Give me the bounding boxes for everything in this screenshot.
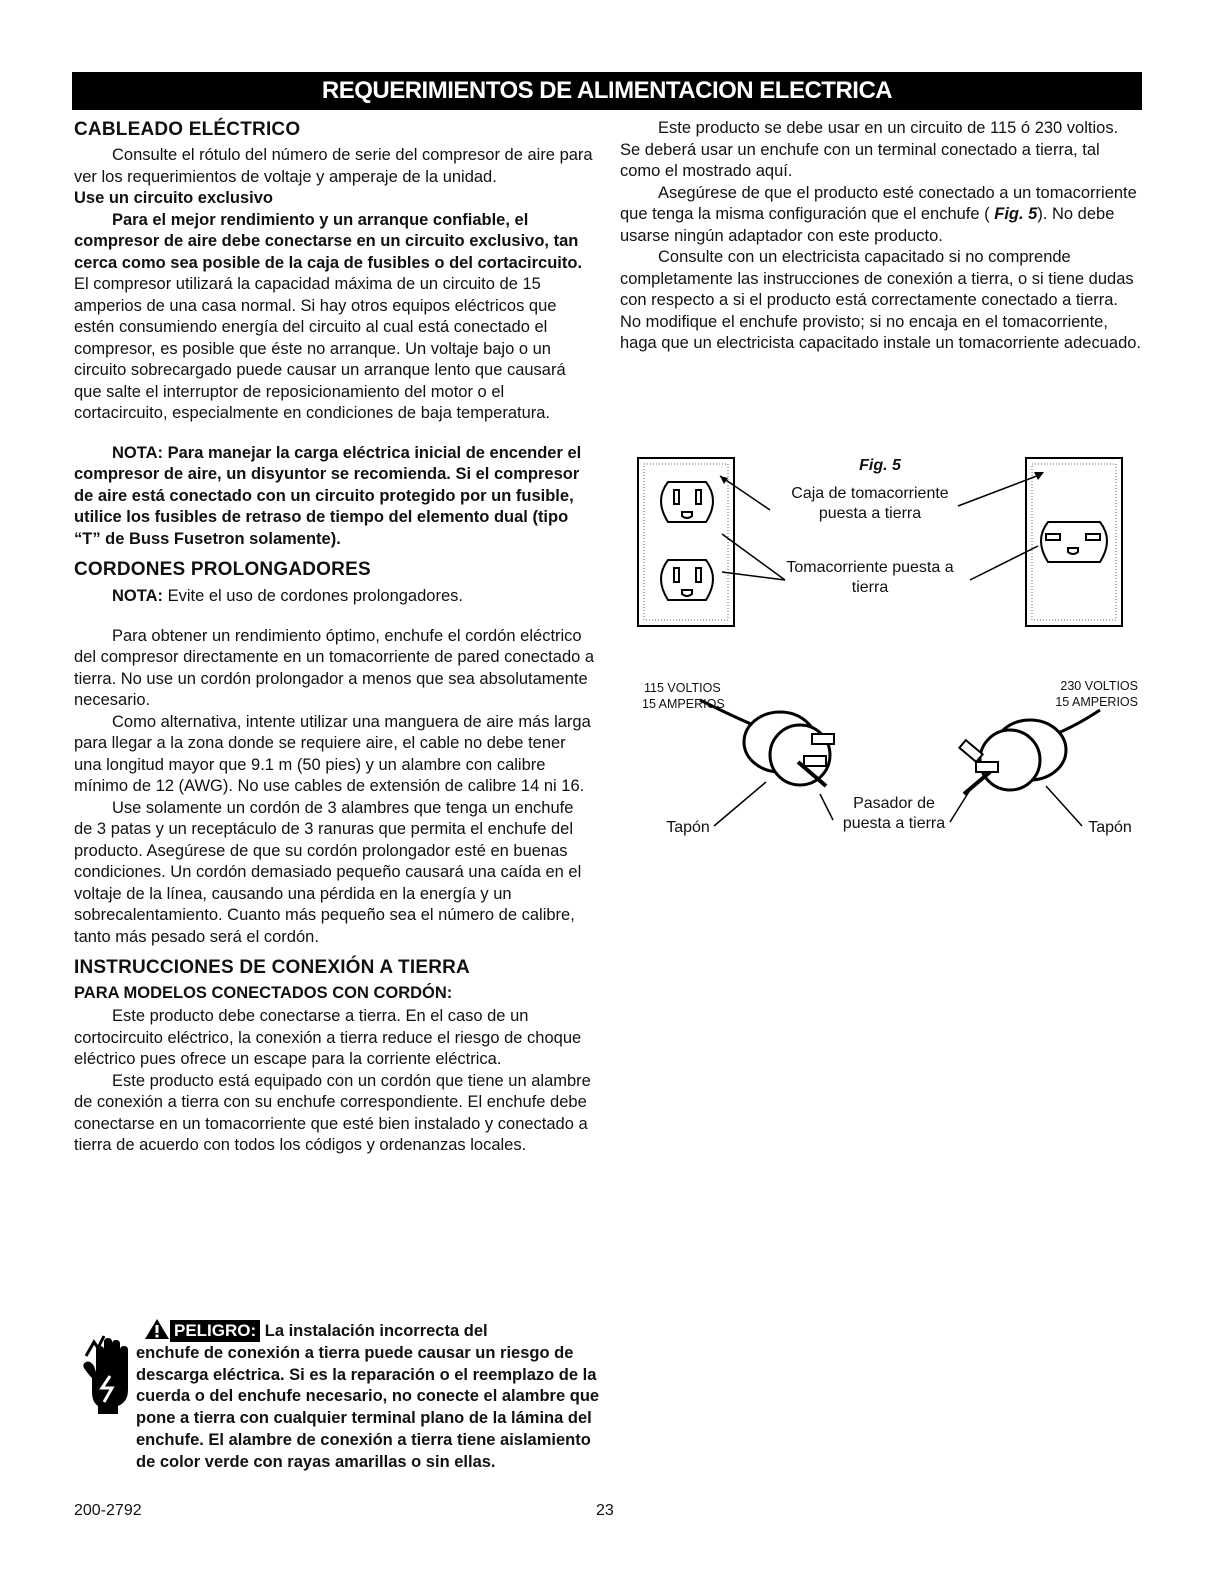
fig-ref: Fig. 5 <box>994 205 1038 223</box>
nota-cordones <box>74 586 596 608</box>
nota-text: Evite el uso de cordones prolongadores. <box>163 587 463 605</box>
label-pasador: Pasador de puesta a tierra <box>842 795 946 832</box>
para-cableado: Consulte el rótulo del número de serie del compresor de aire para ver los requerimientos de voltaje y amperaje de la unidad. <box>74 146 593 186</box>
p2-b: ). No debe usarse ningún adaptador con este producto. <box>620 205 1115 245</box>
para-right2 <box>620 183 1142 248</box>
figure-title: Fig. 5 <box>859 457 901 474</box>
heading-cableado: CABLEADO ELÉCTRICO <box>74 119 301 140</box>
left-column <box>74 118 596 1157</box>
label-tomacorriente: Tomacorriente puesta a tierra <box>786 559 954 596</box>
para-cord1: Para obtener un rendimiento óptimo, enchufe el cordón eléctrico del compresor directamente en un tomacorriente de pared conectado a tierra. No use un cordón prolongador a menos que sea absolutamente necesario. <box>74 626 595 709</box>
label-tapon-left: Tapón <box>666 819 710 836</box>
heading-cordones: CORDONES PROLONGADORES <box>74 559 371 580</box>
nota-disyuntor: NOTA: Para manejar la carga eléctrica inicial de encender el compresor de aire, un disyuntor se recomienda. Si el compresor de aire está conectado con un circuito protegido por un fusible, utilice los fusibles de retraso de tiempo del elemento dual (tipo “T” de Buss Fusetron solamente). <box>74 443 582 548</box>
para-cord2: Como alternativa, intente utilizar una manguera de aire más larga para llegar a la zona donde se requiere aire, el cable no debe tener una longitud mayor que 9.1 m (50 pies) y un alambre con calibre mínimo de 12 (AWG). No use cables de extensión de calibre 14 ni 16. <box>74 712 591 795</box>
circuito-bold: Para el mejor rendimiento y un arranque confiable, el compresor de aire debe conectarse en un circuito exclusivo, tan cerca como sea posible de la caja de fusibles o del cortacircuito. <box>74 210 583 272</box>
danger-first-line: La instalación incorrecta del <box>260 1322 488 1340</box>
label-tapon-right: Tapón <box>1088 819 1132 836</box>
para-tierra2: Este producto está equipado con un cordón que tiene un alambre de conexión a tierra con su enchufe correspondiente. El enchufe debe conectarse en un tomacorriente que esté bien instalado y conectado a tierra de acuerdo con todos los códigos y ordenanzas locales. <box>74 1071 591 1154</box>
footer-code: 200-2792 <box>74 1502 142 1519</box>
heading-tierra: INSTRUCCIONES DE CONEXIÓN A TIERRA <box>74 957 470 978</box>
outlet-plate-right <box>1026 458 1122 626</box>
label-115-amperios: 15 AMPERIOS <box>642 697 725 711</box>
subhead-modelos: PARA MODELOS CONECTADOS CON CORDÓN: <box>74 984 453 1002</box>
para-circuito <box>74 210 596 425</box>
p2-a: Asegúrese de que el producto esté conectado a un tomacorriente que tenga la misma configuración que el enchufe ( <box>620 183 1137 223</box>
plug-115v <box>700 700 834 786</box>
warning-triangle-icon <box>144 1318 170 1340</box>
plug-230v <box>959 710 1100 794</box>
danger-text: enchufe de conexión a tierra puede causar un riesgo de descarga eléctrica. Si es la reparación o el reemplazo de la cuerda o del enchufe necesario, no conecte el alambre que pone a tierra con cualquier terminal plano de la lámina del enchufe. El alambre de conexión a tierra tiene aislamiento de color verde con rayas amarillas o sin ellas. <box>136 1343 600 1471</box>
outlet-plate-left <box>638 458 734 626</box>
subhead-circuito: Use un circuito exclusivo <box>74 189 273 207</box>
label-caja: Caja de tomacorriente puesta a tierra <box>791 485 949 522</box>
circuito-rest: El compresor utilizará la capacidad máxima de un circuito de 15 amperios de una casa normal. Si hay otros equipos eléctricos que estén consumiendo energía del circuito al cual está conectado el compresor, es posible que éste no arranque. Un voltaje bajo o un circuito sobrecargado puede causar un arranque lento que causará que salte el interruptor de reposicionamiento del motor o el cortacircuito, especialmente en condiciones de baja temperatura. <box>74 275 566 422</box>
figure-5 <box>620 450 1160 870</box>
right-column <box>620 118 1142 355</box>
label-115-voltios: 115 VOLTIOS <box>644 681 721 695</box>
label-230-voltios: 230 VOLTIOS <box>1060 679 1138 693</box>
footer-page-number: 23 <box>596 1502 614 1519</box>
label-230-amperios: 15 AMPERIOS <box>1055 695 1138 709</box>
page-banner: REQUERIMIENTOS DE ALIMENTACION ELECTRICA <box>72 72 1142 110</box>
para-cord3: Use solamente un cordón de 3 alambres que tenga un enchufe de 3 patas y un receptáculo de 3 ranuras que permita el enchufe del producto. Asegúrese de que su cordón prolongador esté en buenas condiciones. Un cordón demasiado pequeño causará una caída en el voltaje de la línea, causando una pérdida en la energía y un sobrecalentamiento. Cuanto más pequeño sea el número de calibre, tanto más pesado será el cordón. <box>74 798 582 946</box>
para-right1: Este producto se debe usar en un circuito de 115 ó 230 voltios. Se deberá usar un enchufe con un terminal conectado a tierra, tal como el mostrado aquí. <box>620 119 1119 180</box>
para-right3: Consulte con un electricista capacitado si no comprende completamente las instrucciones de conexión a tierra, o si tiene dudas con respecto a si el producto está correctamente conectado a tierra. No modifique el enchufe provisto; si no encaja en el tomacorriente, haga que un electricista capacitado instale un tomacorriente adecuado. <box>620 248 1142 352</box>
para-tierra1: Este producto debe conectarse a tierra. En el caso de un cortocircuito eléctrico, la conexión a tierra reduce el riesgo de choque eléctrico pues ofrece un escape para la corriente eléctrica. <box>74 1007 582 1068</box>
peligro-badge: PELIGRO: <box>170 1320 260 1342</box>
electric-hand-icon <box>82 1332 140 1414</box>
nota-label: NOTA: <box>112 587 164 605</box>
